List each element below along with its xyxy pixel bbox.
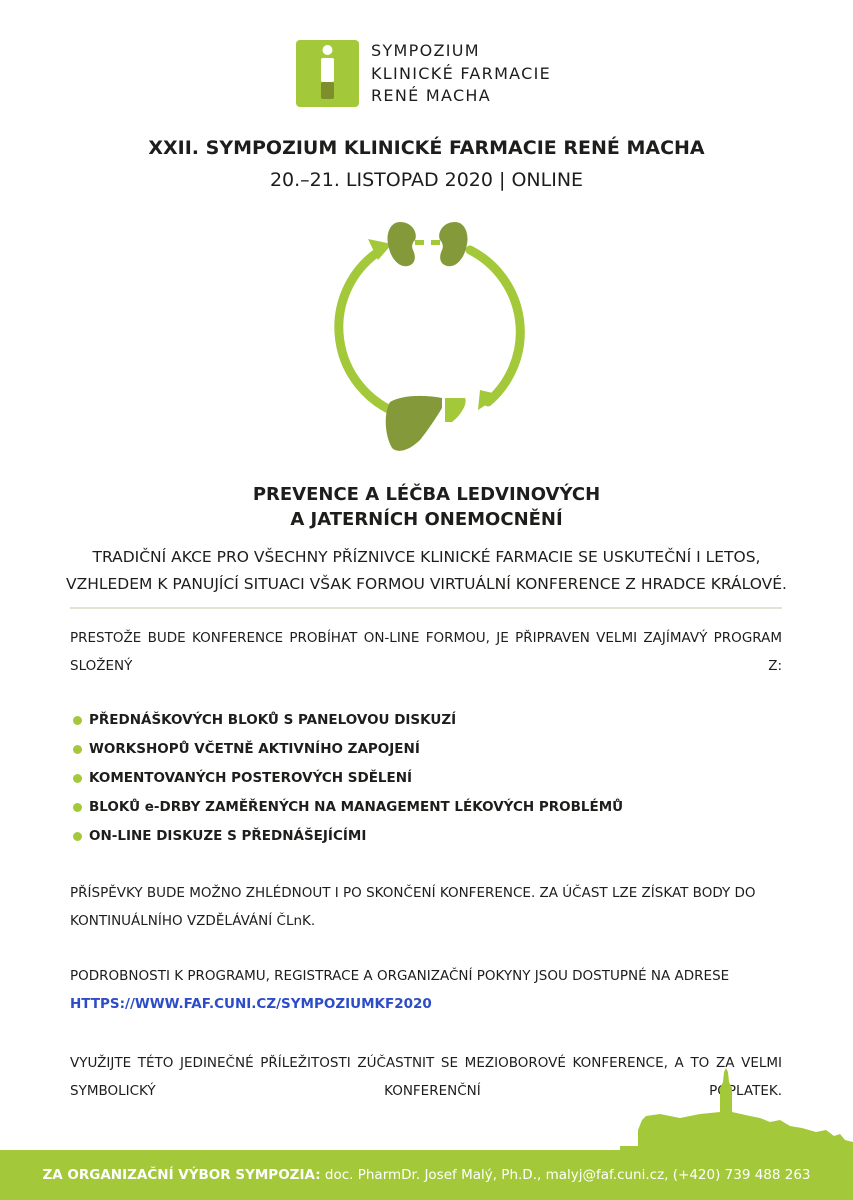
details-text — [70, 962, 782, 1018]
logo-text — [371, 40, 551, 108]
list-item-label: PŘEDNÁŠKOVÝCH BLOKŮ S PANELOVOU DISKUZÍ — [89, 712, 457, 728]
details-line: PODROBNOSTI K PROGRAMU, REGISTRACE A ORGANIZAČNÍ POKYNY JSOU DOSTUPNÉ NA ADRESE — [70, 968, 730, 984]
intro-text — [0, 544, 853, 598]
program-intro-text: PRESTOŽE BUDE KONFERENCE PROBÍHAT ON-LINE FORMOU, JE PŘIPRAVEN VELMI ZAJÍMAVÝ PROGRAM SLOŽENÝ Z: — [70, 630, 782, 674]
list-item-label: ON-LINE DISKUZE S PŘEDNÁŠEJÍCÍMI — [89, 828, 367, 844]
list-item — [70, 793, 790, 822]
list-item — [70, 822, 790, 851]
footer-contact: doc. PharmDr. Josef Malý, Ph.D., malyj@faf.cuni.cz, (+420) 739 488 263 — [320, 1167, 811, 1183]
kidney-icon — [388, 222, 468, 266]
hradec-kralove-skyline-icon — [620, 1068, 853, 1150]
list-item-label: WORKSHOPŮ VČETNĚ AKTIVNÍHO ZAPOJENÍ — [89, 741, 420, 757]
bullet-dot-icon — [73, 745, 82, 754]
event-date: 20.–21. LISTOPAD 2020 | ONLINE — [269, 169, 584, 191]
logo-line: KLINICKÉ FARMACIE — [371, 63, 552, 83]
event-title: XXII. SYMPOZIUM KLINICKÉ FARMACIE RENÉ MACHA — [148, 137, 705, 159]
footer-label: ZA ORGANIZAČNÍ VÝBOR SYMPOZIA: — [42, 1167, 321, 1183]
list-item — [70, 764, 790, 793]
kidney-liver-cycle-icon — [320, 212, 535, 457]
logo-line: RENÉ MACHA — [371, 86, 492, 105]
pill-logo-icon — [296, 40, 359, 107]
bullet-dot-icon — [73, 716, 82, 725]
recordings-text: PŘÍSPĚVKY BUDE MOŽNO ZHLÉDNOUT I PO SKONČENÍ KONFERENCE. ZA ÚČAST LZE ZÍSKAT BODY DO KONTINUÁLNÍHO VZDĚLÁVÁNÍ ČLnK. — [70, 885, 756, 929]
program-list — [70, 706, 790, 851]
logo-line: SYMPOZIUM — [371, 41, 480, 60]
intro-line: TRADIČNÍ AKCE PRO VŠECHNY PŘÍZNIVCE KLINICKÉ FARMACIE SE USKUTEČNÍ I LETOS, — [92, 548, 761, 566]
symposium-logo — [296, 40, 596, 110]
closing-text: VYUŽIJTE TÉTO JEDINEČNÉ PŘÍLEŽITOSTI ZÚČASTNIT SE MEZIOBOROVÉ KONFERENCE, A TO ZA VELMI SYMBOLICKÝ KONFERENČNÍ POPLATEK. — [70, 1055, 782, 1099]
registration-link[interactable]: HTTPS://WWW.FAF.CUNI.CZ/SYMPOZIUMKF2020 — [70, 996, 432, 1012]
divider — [70, 607, 782, 609]
bullet-dot-icon — [73, 803, 82, 812]
topic-line: PREVENCE A LÉČBA LEDVINOVÝCH — [252, 484, 601, 505]
intro-line: VZHLEDEM K PANUJÍCÍ SITUACI VŠAK FORMOU VIRTUÁLNÍ KONFERENCE Z HRADCE KRÁLOVÉ. — [66, 575, 787, 593]
list-item — [70, 735, 790, 764]
footer-bar — [0, 1150, 853, 1200]
list-item — [70, 706, 790, 735]
liver-icon — [386, 396, 466, 451]
topic-heading — [0, 482, 853, 532]
list-item-label: KOMENTOVANÝCH POSTEROVÝCH SDĚLENÍ — [89, 770, 413, 786]
list-item-label: BLOKŮ e-DRBY ZAMĚŘENÝCH NA MANAGEMENT LÉKOVÝCH PROBLÉMŮ — [89, 799, 624, 815]
bullet-dot-icon — [73, 832, 82, 841]
topic-line: A JATERNÍCH ONEMOCNĚNÍ — [290, 509, 563, 530]
bullet-dot-icon — [73, 774, 82, 783]
